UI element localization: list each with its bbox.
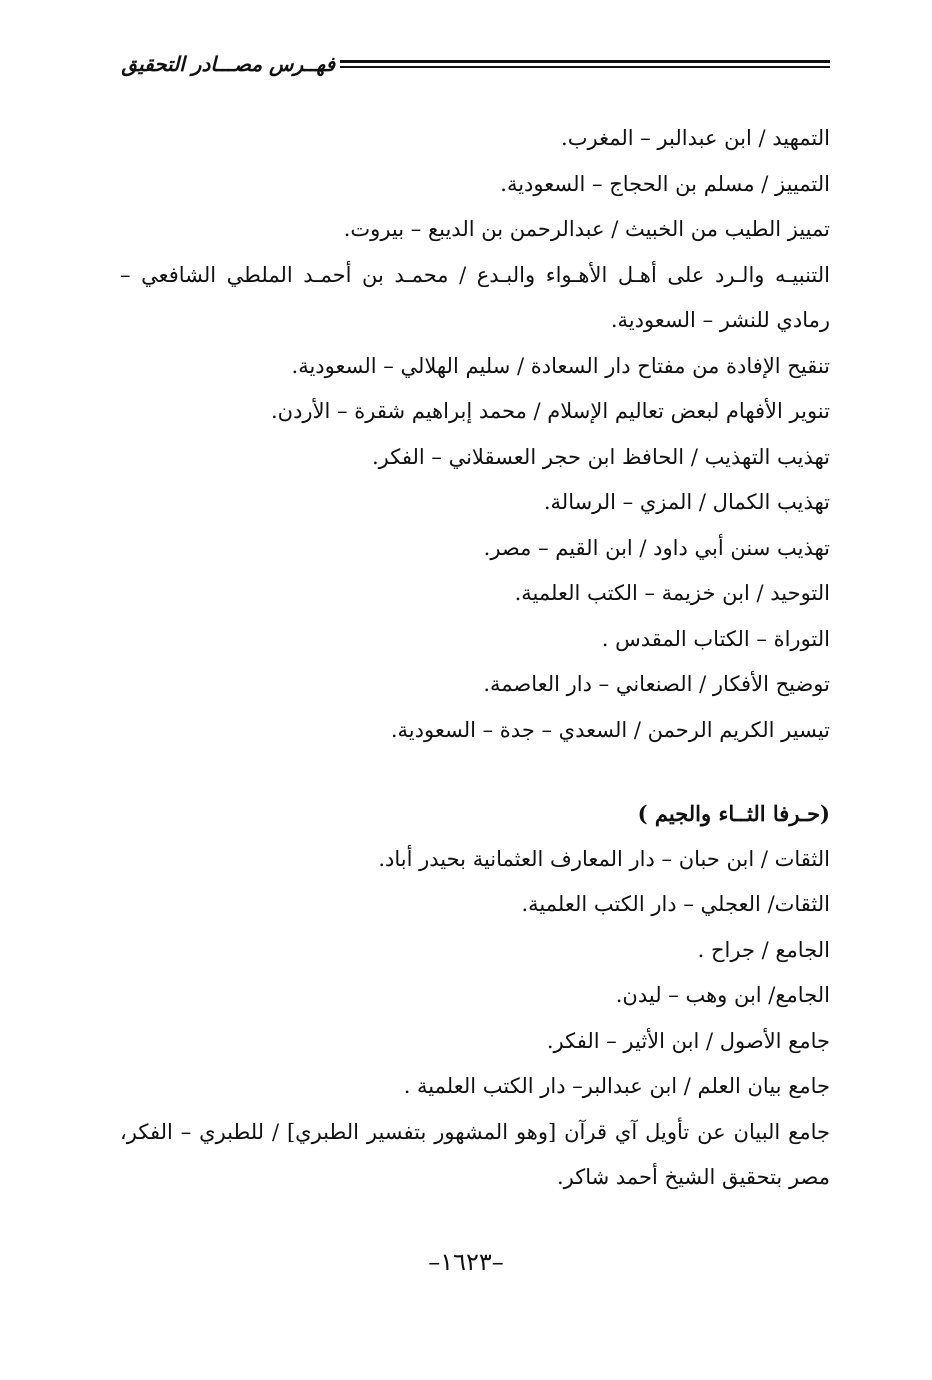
bibliography-entry: الجامع / جراح . [697,937,830,962]
bibliography-content [120,116,830,1201]
bibliography-entry-continuation: مصر بتحقيق الشيخ أحمد شاكر. [556,1165,830,1189]
bibliography-entry: تمييز الطيب من الخبيث / عبدالرحمن بن الديبع – بيروت. [343,217,830,241]
header-rule-thick [340,60,830,63]
bibliography-entry: تهذيب الكمال / المزي – الرسالة. [543,490,830,514]
bibliography-entry: تنقيح الإفادة من مفتاح دار السعادة / سليم الهلالي – السعودية. [291,353,830,378]
page-number: –١٦٢٣– [428,1248,504,1276]
bibliography-entry: تهذيب التهذيب / الحافظ ابن حجر العسقلاني – الفكر. [372,444,830,469]
running-header-title: فهــرس مصـــادر التحقيق [121,52,335,76]
section-heading: (حـرفا الثــاء والجيم ) [637,801,830,826]
bibliography-entry: التنبيـه والـرد على أهـل الأهـواء والبـدع / محمـد بن أحمـد الملطي الشافعي – [120,262,830,287]
bibliography-entry: الجامع/ ابن وهب – ليدن. [615,983,830,1007]
bibliography-entry: جامع بيان العلم / ابن عبدالبر– دار الكتب العلمية . [403,1074,830,1098]
bibliography-entry: تنوير الأفهام لبعض تعاليم الإسلام / محمد إبراهيم شقرة – الأردن. [270,399,830,423]
bibliography-entry: جامع الأصول / ابن الأثير – الفكر. [546,1028,830,1053]
bibliography-entry: توضيح الأفكار / الصنعاني – دار العاصمة. [483,672,830,696]
section-gap [120,753,830,791]
bibliography-entry: التوراة – الكتاب المقدس . [601,626,830,651]
running-header [110,50,830,80]
bibliography-entry: التمهيد / ابن عبدالبر – المغرب. [561,126,830,150]
bibliography-entry-continuation: رمادي للنشر – السعودية. [610,308,830,332]
bibliography-entry: تهذيب سنن أبي داود / ابن القيم – مصر. [483,535,830,560]
header-rule-thin [340,66,830,68]
bibliography-entry: تيسير الكريم الرحمن / السعدي – جدة – السعودية. [390,717,830,742]
bibliography-entry: الثقات / ابن حبان – دار المعارف العثمانية بحيدر أباد. [378,846,830,871]
bibliography-entry: جامع البيان عن تأويل آي قرآن [وهو المشهور بتفسير الطبري] / للطبري – الفكر، [120,1119,830,1144]
bibliography-entry: التوحيد / ابن خزيمة – الكتب العلمية. [514,581,830,605]
bibliography-entry: التمييز / مسلم بن الحجاج – السعودية. [500,171,830,196]
bibliography-entry: الثقات/ العجلي – دار الكتب العلمية. [521,892,830,916]
